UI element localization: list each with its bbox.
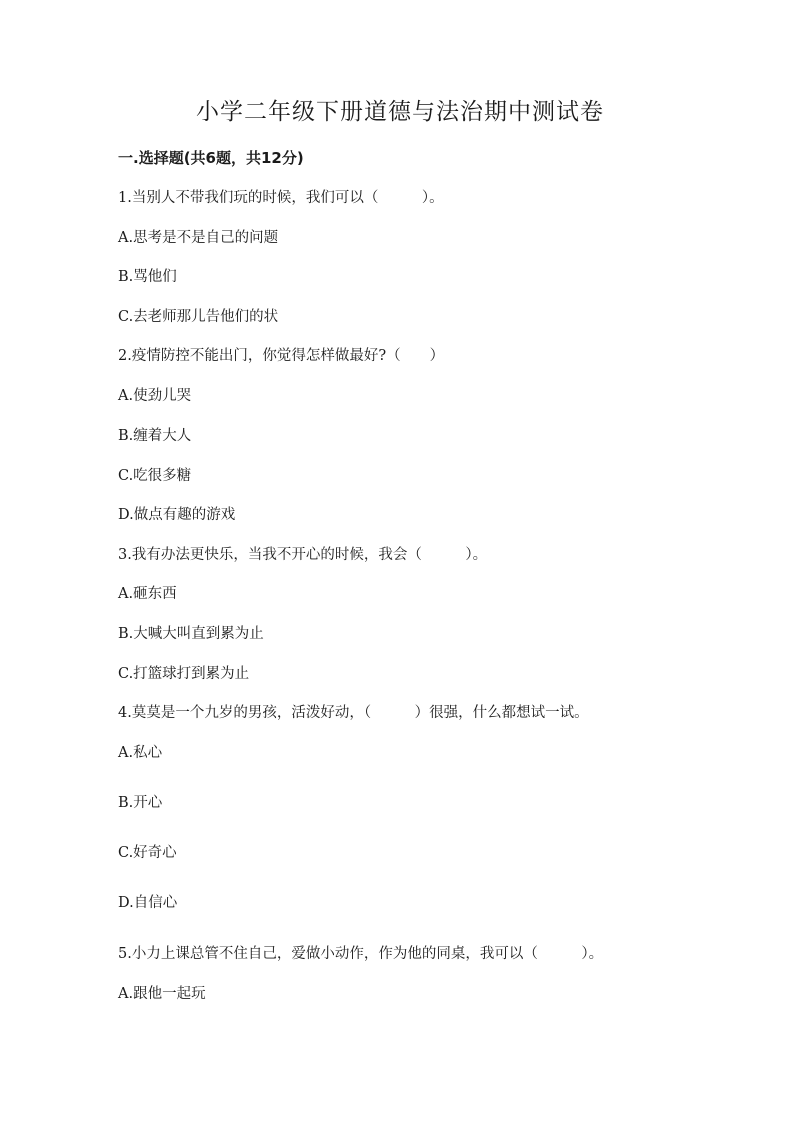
question-4-option-d: D.自信心	[118, 895, 178, 911]
question-2-option-c: C.吃很多糖	[118, 468, 192, 484]
question-3-option-b: B.大喊大叫直到累为止	[118, 626, 264, 642]
question-1-option-c: C.去老师那儿告他们的状	[118, 309, 279, 325]
question-4-stem: 4.莫莫是一个九岁的男孩，活泼好动，（ ）很强，什么都想试一试。	[118, 705, 589, 721]
question-3-option-a: A.砸东西	[118, 586, 177, 602]
question-4-option-c: C.好奇心	[118, 845, 177, 861]
question-2-option-b: B.缠着大人	[118, 428, 192, 444]
question-1-option-b: B.骂他们	[118, 269, 177, 285]
question-4-option-a: A.私心	[118, 745, 163, 761]
question-2-option-a: A.使劲儿哭	[118, 388, 192, 404]
question-3-stem: 3.我有办法更快乐，当我不开心的时候，我会（ ）。	[118, 547, 488, 563]
question-1-option-a: A.思考是不是自己的问题	[118, 230, 279, 246]
question-5-option-a: A.跟他一起玩	[118, 986, 206, 1002]
question-5-stem: 5.小力上课总管不住自己，爱做小动作，作为他的同桌，我可以（ ）。	[118, 946, 604, 962]
section-header: 一.选择题(共6题，共12分)	[118, 149, 304, 167]
question-4-option-b: B.开心	[118, 795, 163, 811]
question-2-stem: 2.疫情防控不能出门，你觉得怎样做最好?（ ）	[118, 348, 445, 364]
question-2-option-d: D.做点有趣的游戏	[118, 507, 236, 523]
question-1-stem: 1.当别人不带我们玩的时候，我们可以（ ）。	[118, 190, 444, 206]
page-title: 小学二年级下册道德与法治期中测试卷	[196, 99, 604, 125]
question-3-option-c: C.打篮球打到累为止	[118, 666, 250, 682]
